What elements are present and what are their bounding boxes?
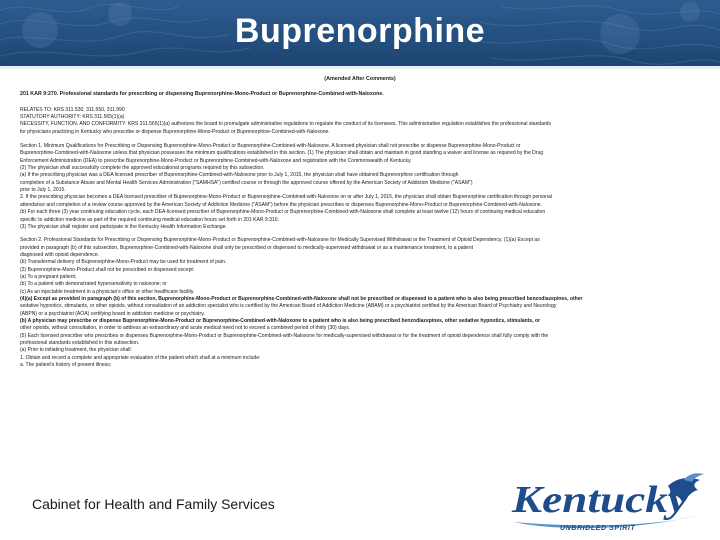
section-1-line: (b) For each three (3) year continuing education cycle, each DEA-licensed prescriber of Buprenorphine-Mono-Product or Buprenorphine-Combined-with-Naloxone shall complete at least twelve (12) hours of continuing medical education	[20, 209, 546, 216]
section-2-line: (b) A physician may prescribe or dispense Buprenorphine-Mono-Product or Buprenorphine-Combined-with-Naloxone to a patient who is also being prescribed benzodiazepines, other sedative hypnotics, stimulants, or	[20, 317, 541, 324]
section-2-line: (c) As an injectable treatment in a physician's office or other healthcare facility.	[20, 288, 195, 295]
meta-line: STATUTORY AUTHORITY: KRS 311.565(1)(a)	[20, 114, 125, 121]
section-1-line: (2) The physician shall successfully complete the approved educational programs required by this subsection.	[20, 165, 265, 172]
section-1-line: Buprenorphine-Combined-with-Naloxone unless that physician possesses the minimum qualifications established in this section. (1) The physician shall obtain and maintain in good standing a waiver and license as required by the Drug	[20, 150, 544, 157]
section-2-line: (b) Transdermal delivery of Buprenorphine-Mono-Product may be used for treatment of pain.	[20, 259, 227, 266]
section-1-line: Section 1. Minimum Qualifications for Prescribing or Dispensing Buprenorphine-Mono-Product or Buprenorphine-Combined-with-Naloxone. A licensed physician shall not prescribe or dispense Buprenorphine-Mono-Product or	[20, 143, 521, 150]
section-1-line: attendance and completion of a review course approved by the American Society of Addiction Medicine ("ASAM") before the physician prescribes or dispenses Buprenorphine-Mono-Product or Buprenorphine-Combined-with-Naloxone.	[20, 201, 543, 208]
section-1-line: prior to July 1, 2015.	[20, 187, 66, 194]
amended-note: (Amended After Comments)	[324, 76, 396, 82]
slide-title: Buprenorphine	[234, 12, 486, 50]
section-2	[20, 237, 706, 369]
section-2-line: a. The patient's history of present illness;	[20, 362, 112, 369]
section-2-line: sedative hypnotics, stimulants, or other opioids, without consultation of an addiction specialist who is certified by the American Board of Addiction Medicine (ABAM) or a psychiatrist certified by the American Board of Psychiatry and Neurology	[20, 303, 557, 310]
section-2-line: (b) To a patient with demonstrated hypersensitivity to naloxone; or	[20, 281, 167, 288]
section-2-line: (a) Prior to initiating treatment, the physician shall:	[20, 347, 132, 354]
section-2-line: provided in paragraph (b) of this subsection, Buprenorphine-Combined-with-Naloxone shall only be prescribed or dispensed to medically-supervised withdrawal or as a maintenance treatment, to a patient	[20, 244, 474, 251]
section-1-line: specific to addiction medicine as part of the required continuing medical education hours set forth in 201 KAR 9:310.	[20, 216, 279, 223]
logo-wordmark: Kentucky	[510, 479, 689, 521]
kentucky-logo	[508, 472, 708, 534]
section-2-line: (4)(a) Except as provided in paragraph (b) of this section, Buprenorphine-Mono-Product or Buprenorphine-Combined-with-Naloxone shall not be prescribed or dispensed to a patient who is also being prescribed benzodiazepines, other	[20, 295, 583, 302]
header-divider	[0, 66, 720, 69]
agency-name: Cabinet for Health and Family Services	[32, 496, 275, 512]
section-1-line: (a) If the prescribing physician was a DEA licensed prescriber of Buprenorphine-Combined-with-Naloxone prior to July 1, 2015, the physician shall have obtained Buprenorphine certification through	[20, 172, 459, 179]
section-2-line: 1. Obtain and record a complete and appropriate evaluation of the patient which shall at a minimum include:	[20, 354, 261, 361]
regulation-document	[14, 74, 706, 482]
meta-line: RELATES TO: KRS 311.530, 311.550, 311.990	[20, 106, 125, 113]
section-1-line: (3) The physician shall register and participate in the Kentucky Health Information Exchange.	[20, 223, 227, 230]
section-2-line: diagnosed with opioid dependence.	[20, 251, 100, 258]
section-2-line: (ABPN) or a psychiatrist (AOA) certifying board in addiction medicine or psychiatry.	[20, 310, 205, 317]
section-2-line: Section 2. Professional Standards for Prescribing or Dispensing Buprenorphine-Mono-Product or Buprenorphine-Combined-with-Naloxone for Medically Supervised Withdrawal or the Treatment of Opioid Dependency. (1)(a) Except as	[20, 237, 540, 244]
regulation-meta	[20, 107, 706, 136]
section-1-line: completion of a Substance Abuse and Mental Health Services Administration ("SAMHSA") certified course or through the approved course offered by the American Society of Addiction Medicine ("ASAM")	[20, 179, 473, 186]
meta-line: NECESSITY, FUNCTION, AND CONFORMITY: KRS 311.565(1)(a) authorizes the board to promulgate administrative regulations to regulate the conduct of its licensees. This administrative regulation establishes the professional standards	[20, 121, 552, 128]
section-2-line: professional standards established in this subsection.	[20, 340, 140, 346]
slide-header	[0, 0, 720, 66]
section-1-line: Enforcement Administration (DEA) to prescribe Buprenorphine-Mono-Product or Buprenorphine-Combined-with-Naloxone and registration with the Commonwealth of Kentucky.	[20, 157, 412, 164]
meta-line: for physicians practicing in Kentucky who prescribe or dispense Buprenorphine-Mono-Product or Buprenorphine-Combined-with-Naloxone.	[20, 128, 330, 135]
section-2-line: (a) To a pregnant patient;	[20, 273, 77, 280]
section-1	[20, 143, 706, 231]
section-2-line: other opioids, without consultation, in order to address an extraordinary and acute medical need not to exceed a combined period of thirty (30) days.	[20, 325, 351, 332]
section-2-line: (5) Each licensed prescriber who prescribes or dispenses Buprenorphine-Mono-Product or Buprenorphine-Combined-with-Naloxone for medically-supervised withdrawal or for the treatment of opioid dependence shall fully comply with the	[20, 332, 549, 339]
logo-tagline: UNBRIDLED SPIRIT	[560, 525, 636, 532]
regulation-title: 201 KAR 9:270. Professional standards for prescribing or dispensing Buprenorphine-Mono-Product or Buprenorphine-Combined-with-Naloxone.	[20, 91, 384, 98]
section-1-line: 2. If the prescribing physician becomes a DEA licensed prescriber of Buprenorphine-Mono-Product or Buprenorphine-Combined-with-Naloxone on or after July 1, 2015, the physician shall obtain Buprenorphine certification through personal	[20, 194, 552, 201]
section-2-line: (2) Buprenorphine-Mono-Product shall not be prescribed or dispensed except:	[20, 266, 195, 273]
